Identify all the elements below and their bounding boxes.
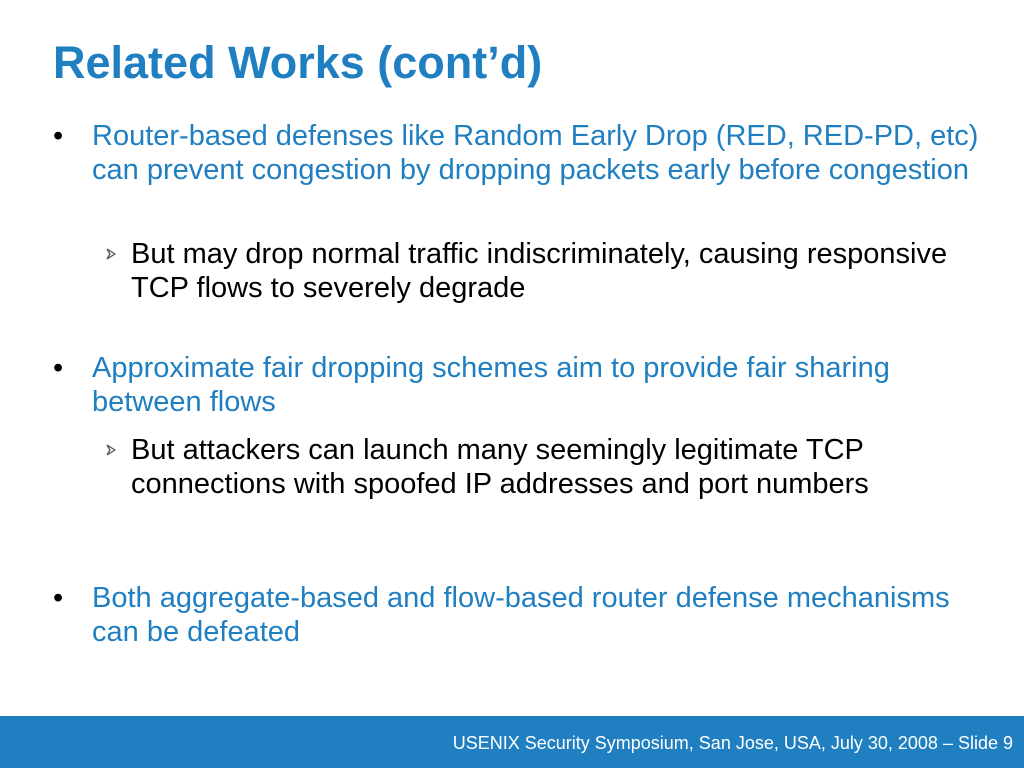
bullet-text: Both aggregate-based and flow-based router defense mechanisms can be defeated <box>92 582 950 648</box>
bullet-dot: • <box>53 352 64 384</box>
footer-bar <box>0 716 1024 768</box>
bullet-text: Approximate fair dropping schemes aim to provide fair sharing between flows <box>92 352 890 418</box>
sub-bullet-text: But may drop normal traffic indiscriminately, causing responsive TCP flows to severely degrade <box>131 238 948 304</box>
bullet-dot: • <box>53 120 64 152</box>
bullet-text: Router-based defenses like Random Early Drop (RED, RED-PD, etc) can prevent congestion by dropping packets early before congestion <box>92 120 979 186</box>
bullet-dot: • <box>53 582 64 614</box>
slide-title: Related Works (cont’d) <box>53 37 543 88</box>
sub-bullet-text: But attackers can launch many seemingly legitimate TCP connections with spoofed IP addresses and port numbers <box>131 434 869 500</box>
footer-text: USENIX Security Symposium, San Jose, USA, July 30, 2008 – Slide 9 <box>452 733 1013 753</box>
arrow-bullet-icon <box>104 443 118 457</box>
arrow-bullet-icon <box>104 247 118 261</box>
